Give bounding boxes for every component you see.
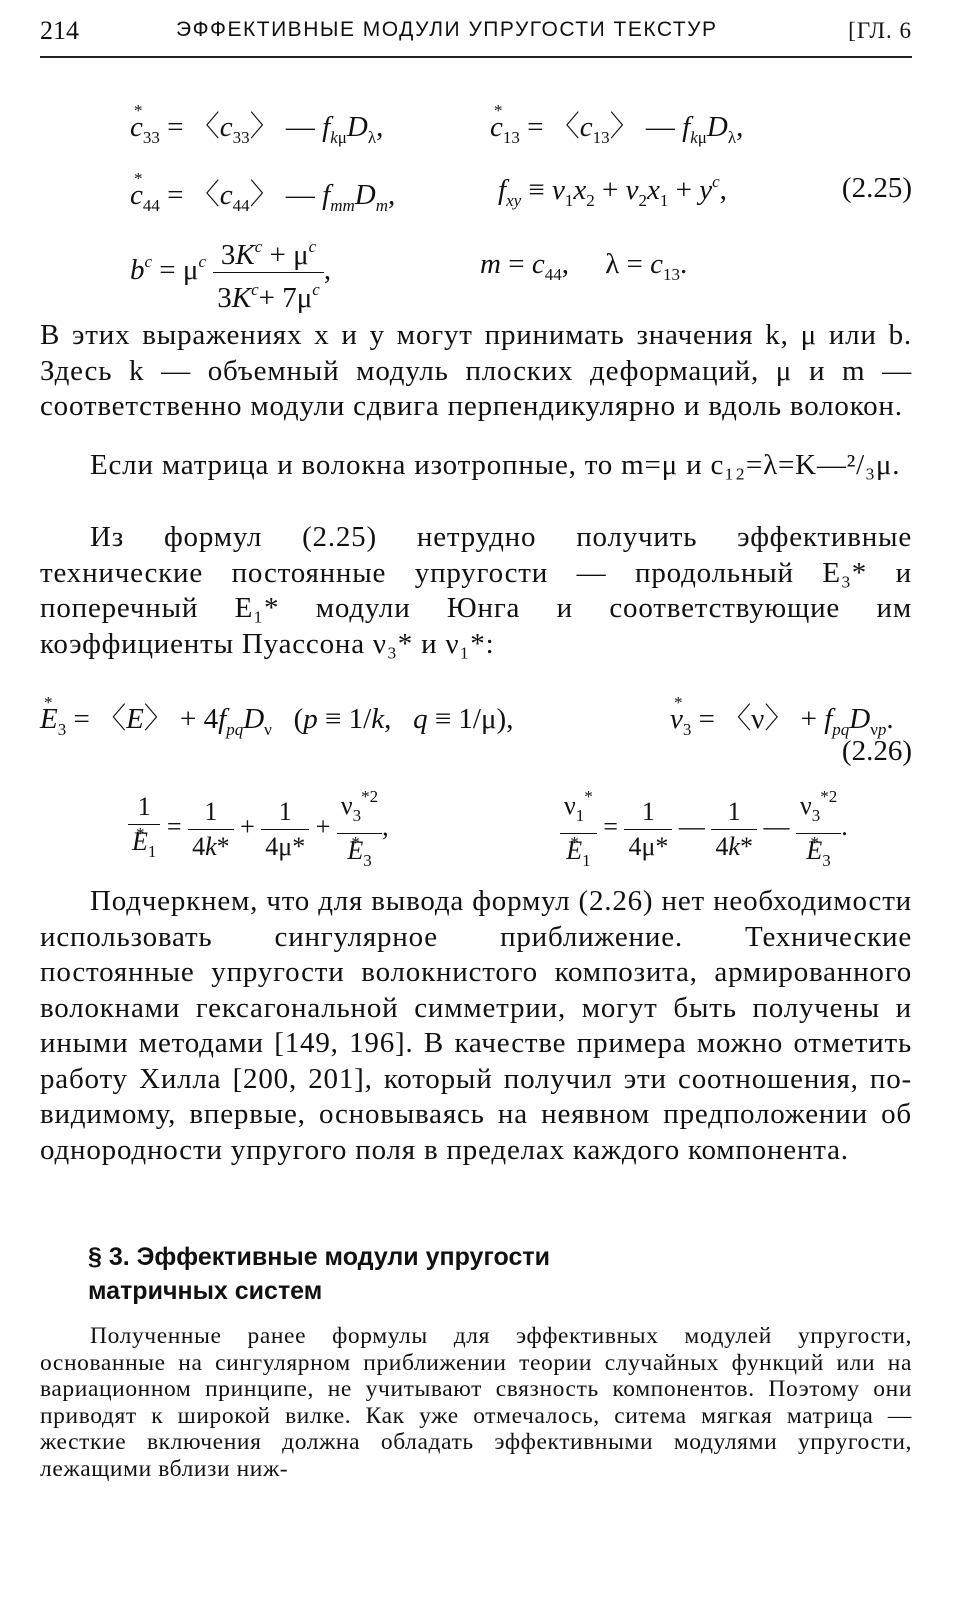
section-heading-line-2: матричных систем	[88, 1277, 323, 1305]
equation-2-26-line-2: $\frac{1}{E *_1}$ = $\frac{1}{4k*}$ + $\frac{1}{4\mu*}$ + $\frac{\nu_3^{*2}}{E *_3}$ , $\frac{\nu_1^*}{E *_1}$ = $\frac{1}{4\mu*}$ — $\frac{1}{4k*}$ — $\frac{\nu_3^{*2}}{E *_3}$ .	[40, 780, 912, 870]
paragraph-3: Из формул (2.25) нетрудно получить эффективные технические постоянные упругости — продольный E₃* и поперечный E₁* модули Юнга и соответствующие им коэффициенты Пуассона ν₃* и ν₁*:	[40, 521, 912, 660]
paragraph-1: В этих выражениях x и y могут принимать значения k, μ или b. Здесь k — объемный модуль плоских деформаций, μ и m — соответственно модули сдвига перпендикулярно и вдоль волокон.	[40, 319, 912, 422]
paragraph-4: Подчеркнем, что для вывода формул (2.26) нет необходимости использовать сингулярное приближение. Технические постоянные упругости волокнистого композита, армированного волокнами гексагональной симметрии, могут быть получены и иными методами [149, 196]. В качестве примера можно отметить работу Хилла [200, 201], который получил эти соотношения, по-видимому, впервые, основываясь на неявном предположении об однородности упругого поля в пределах каждого компонента.	[40, 885, 912, 1166]
page-header	[40, 14, 912, 50]
equation-number-2-25: (2.25)	[841, 172, 912, 204]
small-print-paragraph: Полученные ранее формулы для эффективных модулей упругости, основанные на сингулярном приближении теории случайных функций или на вариационном принципе, не учитывают связность компонентов. Поэтому они приводят к широкой вилке. Как уже отмечалось, ситема мягкая матрица — жесткие включения должна обладать эффективными модулями упругости, лежащими вблизи ниж-	[40, 1323, 912, 1482]
chapter-marker: [ГЛ. 6	[848, 18, 912, 43]
section-heading	[88, 1240, 788, 1308]
equation-number-2-26: (2.26)	[841, 735, 912, 767]
running-title: ЭФФЕКТИВНЫЕ МОДУЛИ УПРУГОСТИ ТЕКСТУР	[176, 18, 718, 41]
header-rule	[40, 56, 912, 58]
fraction-bc: $\frac{3K^c + \mu^c}{3K^c+ 7\mu^c}$	[213, 230, 324, 315]
paragraph-2: Если матрица и волокна изотропные, то m=μ и c₁₂=λ=K—²/₃μ.	[90, 449, 901, 481]
page-number: 214	[40, 16, 79, 45]
section-heading-line-1: § 3. Эффективные модули упругости	[88, 1243, 550, 1271]
book-page: 214 ЭФФЕКТИВНЫЕ МОДУЛИ УПРУГОСТИ ТЕКСТУР [ГЛ. 6 c $*_{33}$ = 〈$c_{33}$〉 — $f_{k\mu}D_\lambda$, c $*_{13}$ = 〈$c_{13}$〉 — $f_{k\mu}D_\lambda$, c $*_{44}$ = 〈$c_{44}$〉 — $f_{mm}D_m$, $f_{xy} \equiv v_1x_2 + v_2x_1 + y^c$, (2.25) $b^c = \mu^c$ $\frac{3K^c + \mu^c}{3K^c+ 7\mu^c}$ , $m = c_{44}$, $\lambda = c_{13}$. В этих выражениях x и y могут принимать значения k, μ или b. Здесь k — объемный модуль плоских деформаций, μ и m — соответственно модули сдвига перпендикулярно и вдоль волокон. Если матрица и волокна изотропные, то m=μ и c₁₂=λ=K—²/₃μ. Из формул (2.25) нетрудно получить эффективные технические постоянные упругости — продольный E₃* и поперечный E₁* модули Юнга и соответствующие им коэффициенты Пуассона ν₃* и ν₁*: E $*_3$ = 〈E〉 + $4f_{pq}D_\nu$ (p ≡ 1/k, q ≡ 1/μ), ν $*_3$ = 〈ν〉 + $f_{pq}D_{\nu p}$. (2.26) $\frac{1}{E *_1}$ = $\frac{1}{4k*}$ + $\frac{1}{4\mu*}$ + $\frac{\nu_3^{*2}}{E *_3}$ , $\frac{\nu_1^*}{E *_1}$ = $\frac{1}{4\mu*}$ — $\frac{1}{4k*}$ — $\frac{\nu_3^{*2}}{E *_3}$ . Подчеркнем, что для вывода формул (2.26) нет необходимости использовать сингулярное приближение. Технические постоянные упругости волокнистого композита, армированного волокнами гексагональной симметрии, могут быть получены и иными методами [149, 196]. В качестве примера можно отметить работу Хилла [200, 201], который получил эти соотношения, по-видимому, впервые, основываясь на неявном предположении об однородности упругого поля в пределах каждого компонента. § 3. Эффективные модули упругости матричных систем Полученные ранее формулы для эффективных модулей упругости, основанные на сингулярном приближении теории случайных функций или на вариационном принципе, не учитывают связность компонентов. Поэтому они приводят к широкой вилке. Как уже отмечалось, ситема мягкая матрица — жесткие включения должна обладать эффективными модулями упругости, лежащими вблизи ниж-	[40, 0, 912, 1600]
equation-2-25-line-3: $b^c = \mu^c$ $\frac{3K^c + \mu^c}{3K^c+ 7\mu^c}$ , $m = c_{44}$, $\lambda = c_{13}$.	[40, 226, 912, 306]
